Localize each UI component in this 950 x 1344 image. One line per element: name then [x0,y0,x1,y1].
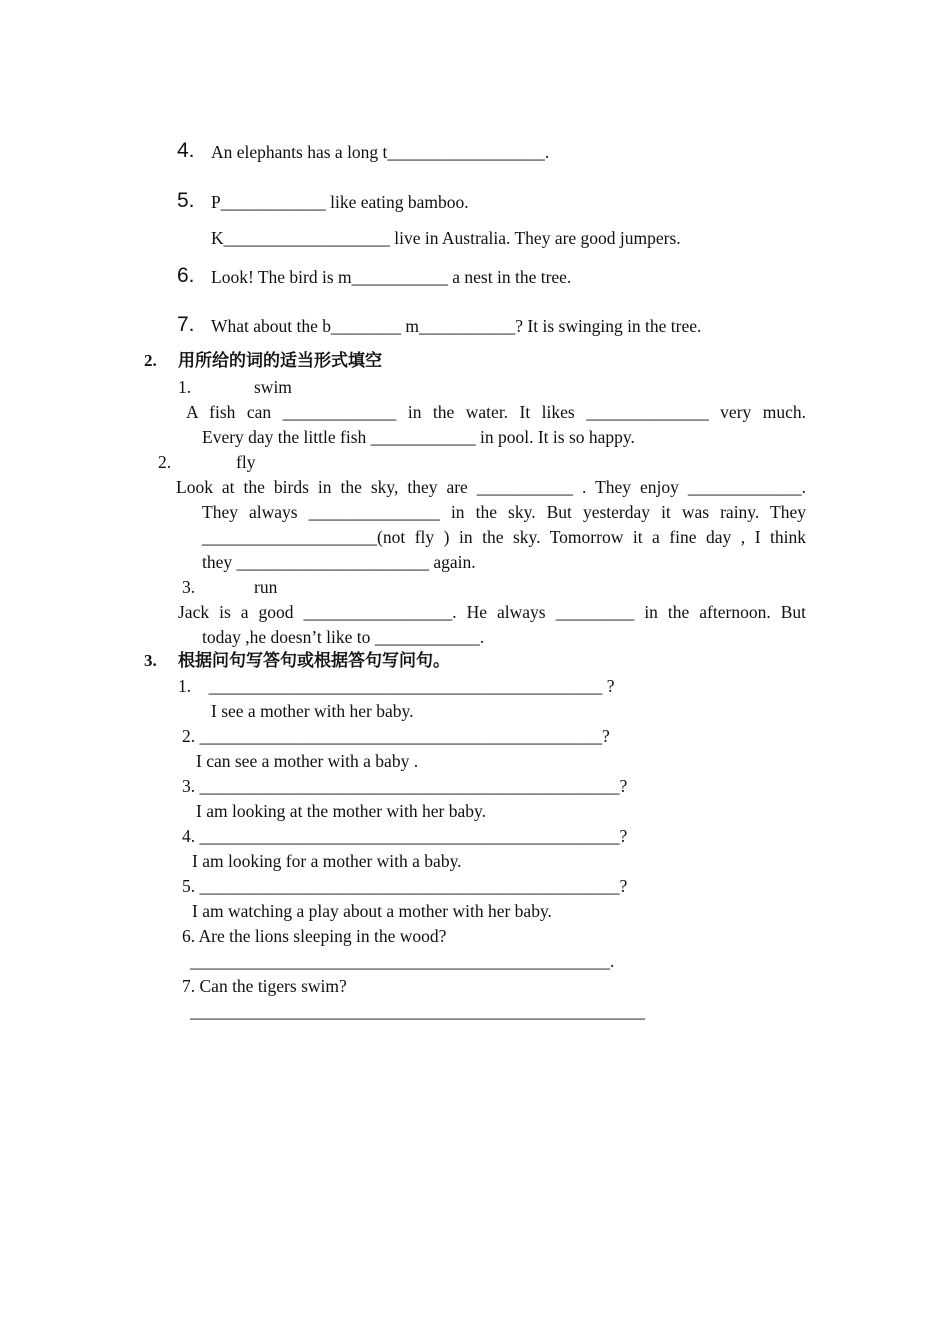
item-number: 5. [177,189,195,212]
question-line: 5. ________________________________________________? [182,876,628,896]
answer-line: ________________________________________________. [190,951,615,971]
question-line: 3. ________________________________________________? [182,776,628,796]
section-number: 2. [144,351,157,370]
question-line: 6. Are the lions sleeping in the wood? [182,926,447,946]
item-number: 6. [177,264,195,287]
fill-blank-sentence: What about the b________ m___________? It is swinging in the tree. [211,316,702,336]
answer-line: I see a mother with her baby. [211,701,414,721]
passage-line: A fish can _____________ in the water. It likes ______________ very much. [186,402,806,422]
answer-line: ____________________________________________________ [190,1001,645,1021]
question-number: 3. [182,577,196,597]
section-title: 根据问句写答句或根据答句写问句。 [178,651,450,671]
section-heading [144,650,450,672]
question-line: 2. ______________________________________________? [182,726,610,746]
fill-blank-sentence: P____________ like eating bamboo. [211,192,469,212]
passage-line: They always _______________ in the sky. But yesterday it was rainy. They [202,502,806,522]
passage-line: Look at the birds in the sky, they are ___________ . They enjoy _____________. [176,477,806,497]
item-number: 7. [177,313,195,336]
fill-blank-sentence: An elephants has a long t__________________. [211,142,550,162]
passage-line: today ,he doesn’t like to ____________. [202,627,485,647]
given-word: run [254,577,278,597]
passage-line: Every day the little fish ____________ in pool. It is so happy. [202,427,635,447]
answer-line: I am looking for a mother with a baby. [192,851,462,871]
question-number: 2. [158,452,172,472]
fill-blank-sentence: Look! The bird is m___________ a nest in the tree. [211,267,572,287]
question-number: 1. [178,377,192,397]
section-title: 用所给的词的适当形式填空 [178,351,382,371]
passage-line: they ______________________ again. [202,552,476,572]
passage-line: ____________________(not fly ) in the sky. Tomorrow it a fine day , I think [202,527,806,547]
answer-line: I am watching a play about a mother with her baby. [192,901,552,921]
given-word: fly [236,452,256,472]
question-line: 1. _____________________________________________ ? [178,676,615,696]
answer-line: I can see a mother with a baby . [196,751,419,771]
item-number: 4. [177,139,195,162]
question-line: 7. Can the tigers swim? [182,976,347,996]
fill-blank-sentence: K___________________ live in Australia. They are good jumpers. [211,228,681,248]
section-number: 3. [144,651,157,670]
given-word: swim [254,377,292,397]
section-heading [144,350,382,372]
answer-line: I am looking at the mother with her baby. [196,801,486,821]
passage-line: Jack is a good _________________. He always _________ in the afternoon. But [178,602,806,622]
question-line: 4. ________________________________________________? [182,826,628,846]
